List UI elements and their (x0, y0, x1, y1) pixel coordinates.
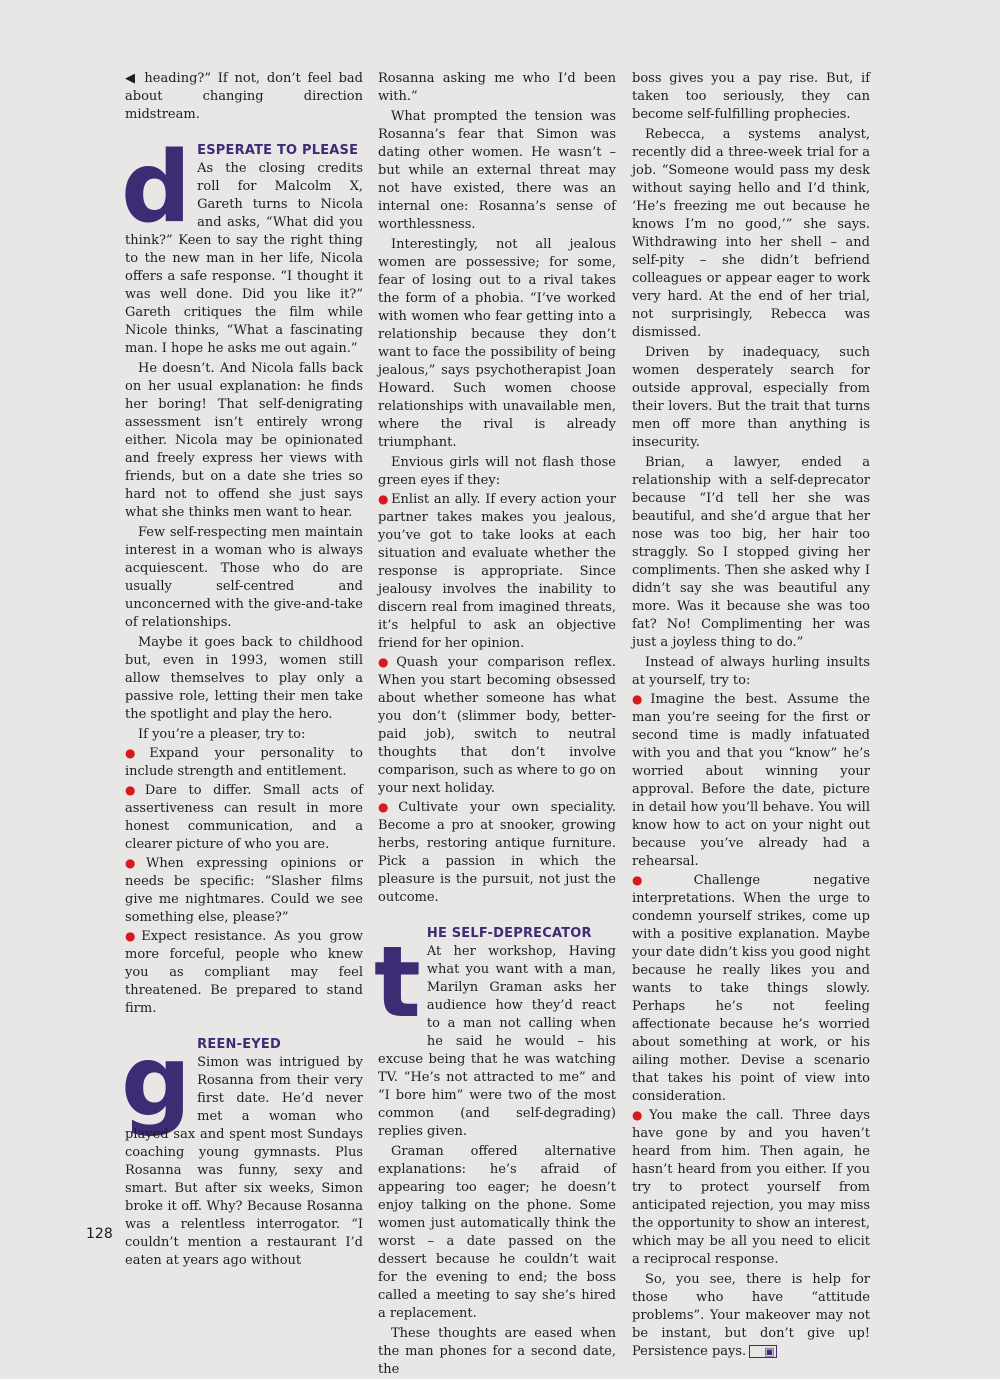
continuation-paragraph: Rosanna asking me who I’d been with.” (378, 71, 616, 104)
bullet-item: ● Expect resistance. As you grow more forceful, people who knew you as compliant may feel threatened. Be prepared to stand firm. (125, 929, 363, 1016)
bullet-dot-icon: ● (125, 746, 148, 760)
bullet-item: ● Enlist an ally. If every action your partner takes makes you jealous, you’ve got to take looks at each situation and evaluate whether the response is appropriate. Since jealousy involves the inability to discern real from imagined threats, it’s helpful to ask an objective friend for her opinion. (378, 492, 616, 651)
continuation-paragraph: boss gives you a pay rise. But, if taken too seriously, they can become self-fulfilling prophecies. (632, 71, 870, 122)
body-paragraph: At her workshop, Having what you want with a man, Marilyn Graman asks her audience how they’d react to a man not calling when he said he would – his excuse being that he was watching TV. “He’s not attracted to me” and “I bore him” were two of the most common (and self-degrading) replies given. (378, 944, 616, 1139)
body-paragraph: What prompted the tension was Rosanna’s fear that Simon was dating other women. He wasn’t – but while an external threat may not have existed, there was an internal one: Rosanna’s sense of worthlessness. (378, 109, 616, 232)
body-paragraph: Instead of always hurling insults at yourself, try to: (632, 655, 870, 688)
bullet-item: ● You make the call. Three days have gone by and you haven’t heard from him. Then again, he hasn’t heard from you either. If you try to protect yourself from anticipated rejection, you may miss the opportunity to show an interest, which may be all you need to elicit a reciprocal response. (632, 1108, 870, 1267)
body-paragraph: He doesn’t. And Nicola falls back on her usual explanation: he finds her boring! That self-denigrating assessment isn’t entirely wrong either. Nicola may be opinionated and freely express her views with friends, but on a date she tries so hard not to offend she just says what she thinks men want to hear. (125, 361, 363, 520)
body-paragraph: As the closing credits roll for Malcolm X, Gareth turns to Nicola and asks, “What did you think?” Keen to say the right thing to the new man in her life, Nicola offers a safe response. “I thought it was well done. Did you like it?” Gareth critiques the film while Nicole thinks, “What a fascinating man. I hope he asks me out again.” (125, 161, 363, 356)
column-1 (121, 70, 363, 1270)
section-green-eyed (121, 1025, 363, 1270)
body-paragraph: Simon was intrigued by Rosanna from their very first date. He’d never met a woman who played sax and spent most Sundays coaching young gymnasts. Plus Rosanna was funny, sexy and smart. But after six weeks, Simon broke it off. Why? Because Rosanna was a relentless interrogator. “I couldn’t mention a restaurant I’d eaten at years ago without (125, 1055, 363, 1268)
body-paragraph: Envious girls will not flash those green eyes if they: (378, 455, 616, 488)
bullet-item: ● Quash your comparison reflex. When you start becoming obsessed about whether someone has what you don’t (slimmer body, better-paid job), switch to neutral thoughts that don’t involve comparison, such as where to go on your next holiday. (378, 655, 616, 796)
bullet-dot-icon: ● (378, 655, 395, 669)
bullet-item: ● Expand your personality to include strength and entitlement. (125, 746, 363, 779)
section-heading: ESPERATE TO PLEASE (197, 143, 359, 158)
bullet-dot-icon: ● (378, 800, 397, 814)
column-2 (374, 70, 616, 1379)
bullet-dot-icon: ● (125, 856, 144, 870)
bullet-dot-icon: ● (632, 692, 649, 706)
body-paragraph: Brian, a lawyer, ended a relationship with a self-deprecator because “I’d tell her she was beautiful, and she’d argue that her nose was too big, her hair too straggly. So I stopped giving her compliments. Then she asked why I didn’t say she was beautiful any more. Was it because she was too fat? No! Complimenting her was just a joyless thing to do.” (632, 455, 870, 650)
drop-cap: d (121, 131, 190, 245)
section-desperate-to-please (121, 131, 363, 1018)
continuation-paragraph: ◀ heading?” If not, don’t feel bad about changing direction midstream. (125, 71, 363, 122)
body-paragraph: Driven by inadequacy, such women desperately search for outside approval, especially from their lovers. But the trait that turns men off more than anything is insecurity. (632, 345, 870, 450)
section-heading: REEN-EYED (197, 1037, 281, 1052)
end-mark-icon: ▣ (749, 1345, 776, 1358)
section-self-deprecator (374, 925, 616, 1379)
drop-cap: t (374, 926, 419, 1040)
body-paragraph: Maybe it goes back to childhood but, even in 1993, women still allow themselves to play only a passive role, letting their men take the spotlight and play the hero. (125, 635, 363, 722)
bullet-item: ● Imagine the best. Assume the man you’re seeing for the first or second time is madly infatuated with you and that you “know” he’s worried about winning your approval. Before the date, picture in detail how you’ll behave. You will know how to act on your night out because you’ve already had a rehearsal. (632, 692, 870, 869)
closing-paragraph: So, you see, there is help for those who have “attitude problems”. Your makeover may not be instant, but don’t give up! Persistence pays. ▣ (632, 1272, 870, 1359)
body-paragraph: Few self-respecting men maintain interest in a woman who is always acquiescent. Those who do are usually self-centred and unconcerned with the give-and-take of relationships. (125, 525, 363, 630)
bullet-item: ● When expressing opinions or needs be specific: “Slasher films give me nightmares. Could we see something else, please?” (125, 856, 363, 925)
bullet-dot-icon: ● (378, 492, 390, 506)
body-paragraph: Rebecca, a systems analyst, recently did a three-week trial for a job. “Someone would pass my desk without saying hello and I’d think, ‘He’s freezing me out because he knows I’m no good,’” she says. Withdrawing into her shell – and self-pity – she didn’t befriend colleagues or appear eager to work very hard. At the end of her trial, not surprisingly, Rebecca was dismissed. (632, 127, 870, 340)
bullet-item: ● Dare to differ. Small acts of assertiveness can result in more honest communication, and a clearer picture of who you are. (125, 783, 363, 852)
bullet-dot-icon: ● (125, 929, 140, 943)
column-3 (632, 70, 870, 1361)
body-paragraph: Graman offered alternative explanations: he’s afraid of appearing too eager; he doesn’t enjoy talking on the phone. Some women just automatically think the worst – a date passed on the dessert because he couldn’t wait for the evening to end; the boss called a meeting to say she’s hired a replacement. (378, 1144, 616, 1321)
body-paragraph: These thoughts are eased when the man phones for a second date, the (378, 1326, 616, 1377)
page-number: 128 (86, 1226, 113, 1242)
bullet-dot-icon: ● (125, 783, 143, 797)
bullet-dot-icon: ● (632, 873, 692, 887)
bullet-item: ● Cultivate your own speciality. Become a pro at snooker, growing herbs, restoring antique furniture. Pick a passion in which the pleasure is the pursuit, not just the outcome. (378, 800, 616, 905)
bullet-dot-icon: ● (632, 1108, 648, 1122)
body-paragraph: If you’re a pleaser, try to: (138, 727, 306, 742)
body-paragraph: Interestingly, not all jealous women are possessive; for some, fear of losing out to a rival takes the form of a phobia. “I’ve worked with women who fear getting into a relationship because they don’t want to face the possibility of being jealous,” says psychotherapist Joan Howard. Such women choose relationships with unavailable men, where the rival is already triumphant. (378, 237, 616, 450)
bullet-item: ● Challenge negative interpretations. When the urge to condemn yourself strikes, come up with a positive explanation. Maybe your date didn’t kiss you good night because he really likes you and wants to take things slowly. Perhaps he’s not feeling affectionate because he’s worried about something at work, or his ailing mother. Devise a scenario that takes his point of view into consideration. (632, 873, 870, 1104)
section-heading: HE SELF-DEPRECATOR (426, 926, 592, 941)
drop-cap: g (121, 1025, 190, 1139)
